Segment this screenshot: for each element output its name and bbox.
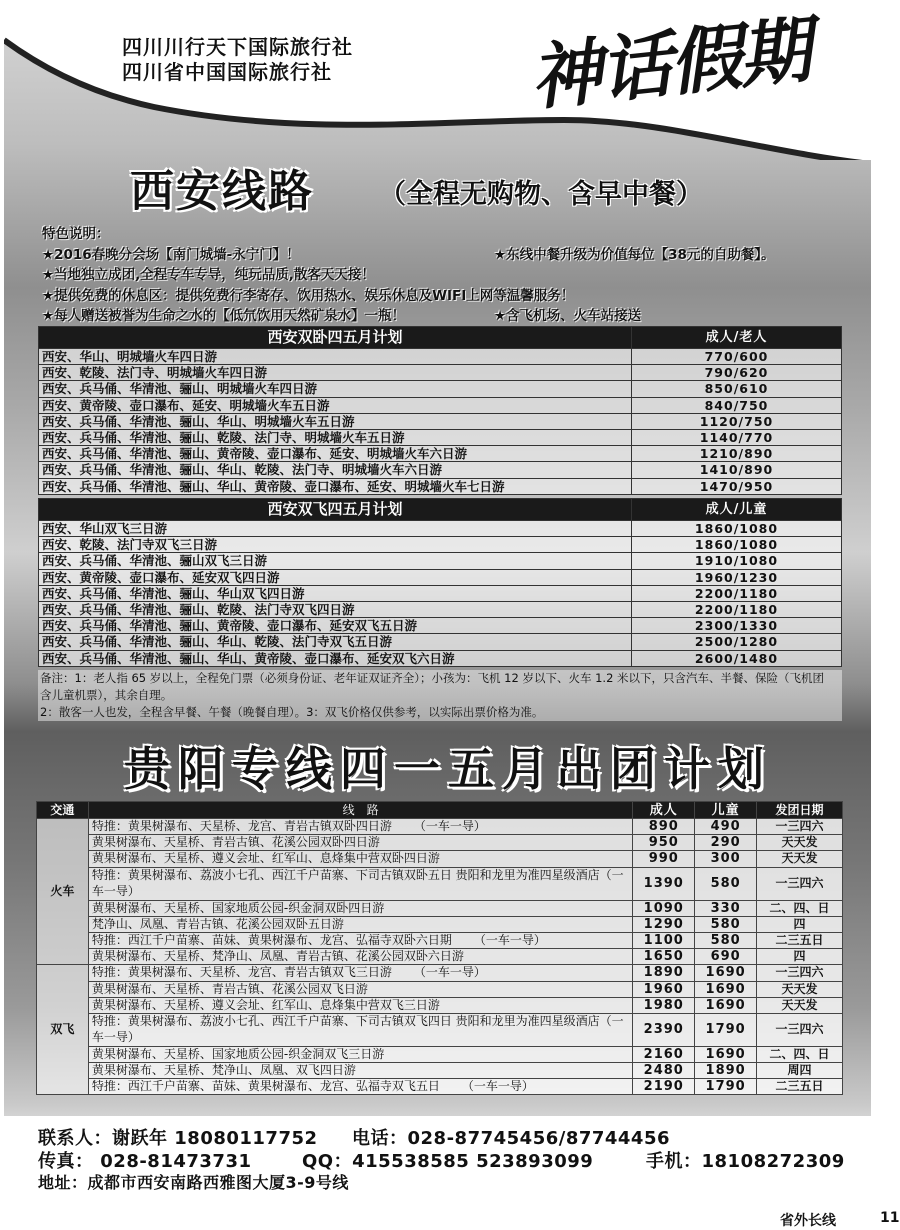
col-header-route: 线 路 — [88, 802, 632, 819]
adult-price-cell: 1390 — [633, 867, 695, 900]
price-cell: 2200/1180 — [632, 585, 842, 601]
adult-price-cell: 2390 — [633, 1013, 695, 1046]
table-body — [39, 349, 842, 495]
child-price-cell: 1790 — [695, 1013, 757, 1046]
table-row — [37, 1046, 843, 1062]
price-cell: 1910/1080 — [632, 553, 842, 569]
price-cell: 790/620 — [632, 365, 842, 381]
child-price-cell: 580 — [695, 932, 757, 948]
price-cell: 1120/750 — [632, 413, 842, 429]
feature-row — [42, 286, 871, 307]
table-row — [37, 851, 843, 867]
departure-date-cell: 天天发 — [757, 997, 843, 1013]
table-row — [37, 981, 843, 997]
table-row — [37, 932, 843, 948]
contact-phone: 电话：028-87745456/87744456 — [352, 1128, 671, 1149]
table-title: 西安双飞四五月计划 — [39, 499, 632, 521]
route-cell: 西安、黄帝陵、壶口瀑布、延安双飞四日游 — [39, 569, 632, 585]
note-line: 备注：1：老人指 65 岁以上，全程免门票（必须身份证、老年证双证齐全）；小孩为：飞机 12 岁以下、火车 1.2 米以下，只含汽车、半餐、保险（飞机团 — [40, 671, 825, 685]
table-header-row — [39, 327, 842, 349]
note-line: 含儿童机票），其余自理。 — [40, 688, 173, 702]
child-price-cell: 330 — [695, 900, 757, 916]
route-text: 黄果树瀑布、天星桥、青岩古镇、花溪公园双飞日游 — [91, 981, 368, 996]
feature-row — [42, 265, 871, 286]
table-row — [37, 819, 843, 835]
xian-section-title: 西安线路 — [130, 166, 314, 217]
agency-name-2: 四川省中国国际旅行社 — [122, 60, 332, 84]
route-text: 梵净山、凤凰、青岩古镇、花溪公园双卧五日游 — [91, 916, 344, 931]
contact-mobile: 手机：18108272309 — [646, 1151, 845, 1172]
departure-date-cell: 四 — [757, 916, 843, 932]
route-cell: 西安、乾陵、法门寺双飞三日游 — [39, 537, 632, 553]
price-cell: 2300/1330 — [632, 618, 842, 634]
guide-tag: （一车一导） — [413, 819, 486, 834]
route-cell — [88, 997, 632, 1013]
route-cell — [88, 949, 632, 965]
route-text: 特推：黄果树瀑布、天星桥、龙宫、青岩古镇双飞三日游 — [91, 965, 392, 980]
feature-text: ★提供免费的休息区：提供免费行李寄存、饮用热水、娱乐休息及WIFI上网等温馨服务！ — [42, 287, 575, 304]
route-text: 特推：西江千户苗寨、苗妹、黄果树瀑布、龙宫、弘福寺双卧六日期 — [91, 933, 452, 948]
adult-price-cell: 1290 — [633, 916, 695, 932]
route-text: 特推：西江千户苗寨、苗妹、黄果树瀑布、龙宫、弘福寺双飞五日 — [91, 1079, 440, 1094]
price-cell: 1470/950 — [632, 478, 842, 494]
feature-row — [42, 245, 871, 266]
departure-date-cell: 四 — [757, 949, 843, 965]
route-cell — [88, 867, 632, 900]
departure-date-cell: 一三四六 — [757, 1013, 843, 1046]
table-row — [39, 462, 842, 478]
header-band — [4, 0, 871, 160]
feature-row — [42, 306, 871, 327]
adult-price-cell: 1100 — [633, 932, 695, 948]
brand-logo-text: 神话假期 — [525, 6, 814, 121]
price-cell: 840/750 — [632, 397, 842, 413]
agency-name-1: 四川川行天下国际旅行社 — [122, 35, 353, 59]
route-cell: 西安、华山双飞三日游 — [39, 521, 632, 537]
route-cell — [88, 916, 632, 932]
price-cell: 1860/1080 — [632, 521, 842, 537]
child-price-cell: 290 — [695, 835, 757, 851]
adult-price-cell: 950 — [633, 835, 695, 851]
departure-date-cell: 二三五日 — [757, 932, 843, 948]
child-price-cell: 580 — [695, 867, 757, 900]
route-cell: 西安、兵马俑、华清池、骊山、华山、乾陵、法门寺、明城墙火车六日游 — [39, 462, 632, 478]
route-cell: 西安、兵马俑、华清池、骊山、华山、乾陵、法门寺双飞五日游 — [39, 634, 632, 650]
route-cell — [88, 900, 632, 916]
route-cell — [88, 932, 632, 948]
contact-block — [4, 1116, 871, 1200]
table-row — [37, 997, 843, 1013]
price-cell: 2500/1280 — [632, 634, 842, 650]
departure-date-cell: 二、四、日 — [757, 900, 843, 916]
route-cell: 西安、华山、明城墙火车四日游 — [39, 349, 632, 365]
table-row — [39, 569, 842, 585]
adult-price-cell: 1960 — [633, 981, 695, 997]
route-cell — [88, 819, 632, 835]
table-row — [39, 397, 842, 413]
departure-date-cell: 二三五日 — [757, 1079, 843, 1095]
footer-section-label: 省外长线 — [780, 1213, 836, 1229]
table-header-row — [37, 802, 843, 819]
route-text: 黄果树瀑布、天星桥、梵净山、凤凰、双飞四日游 — [91, 1063, 356, 1078]
xian-section-subtitle: （全程无购物、含早中餐） — [379, 179, 703, 210]
price-cell: 1860/1080 — [632, 537, 842, 553]
table-row — [37, 867, 843, 900]
route-text: 黄果树瀑布、天星桥、遵义会址、红军山、息烽集中营双卧四日游 — [91, 851, 440, 866]
col-header-mode: 交通 — [37, 802, 89, 819]
table-row — [39, 634, 842, 650]
route-cell: 西安、乾陵、法门寺、明城墙火车四日游 — [39, 365, 632, 381]
features-label: 特色说明： — [42, 226, 110, 242]
contact-person: 联系人：谢跃年 18080117752 — [38, 1128, 318, 1149]
child-price-cell: 580 — [695, 916, 757, 932]
table-row — [39, 553, 842, 569]
adult-price-cell: 1090 — [633, 900, 695, 916]
route-cell: 西安、兵马俑、华清池、骊山、华山双飞四日游 — [39, 585, 632, 601]
guide-tag: （一车一导） — [413, 965, 486, 980]
table-row — [37, 835, 843, 851]
price-cell: 770/600 — [632, 349, 842, 365]
route-text: 黄果树瀑布、天星桥、遵义会址、红军山、息烽集中营双飞三日游 — [91, 997, 440, 1012]
child-price-cell: 1890 — [695, 1063, 757, 1079]
route-text: 黄果树瀑布、天星桥、国家地质公园-织金洞双卧四日游 — [91, 900, 385, 915]
route-cell — [88, 1079, 632, 1095]
xian-notes — [38, 670, 842, 721]
departure-date-cell: 一三四六 — [757, 819, 843, 835]
adult-price-cell: 1890 — [633, 965, 695, 981]
table-row — [39, 618, 842, 634]
route-cell — [88, 851, 632, 867]
xian-flight-table — [38, 498, 842, 667]
table-row — [37, 1013, 843, 1046]
route-text: 特推：黄果树瀑布、荔波小七孔、西江千户苗寨、下司古镇双飞四日 贵阳和龙里为准四星级酒店（一车一导） — [91, 1014, 624, 1044]
adult-price-cell: 2480 — [633, 1063, 695, 1079]
route-cell: 西安、兵马俑、华清池、骊山双飞三日游 — [39, 553, 632, 569]
table-header-row — [39, 499, 842, 521]
price-header: 成人/老人 — [632, 327, 842, 349]
table-body — [39, 521, 842, 667]
price-cell: 1410/890 — [632, 462, 842, 478]
table-row — [39, 478, 842, 494]
xian-train-table — [38, 326, 842, 495]
route-cell: 西安、兵马俑、华清池、骊山、华山、明城墙火车五日游 — [39, 413, 632, 429]
departure-date-cell: 二、四、日 — [757, 1046, 843, 1062]
route-cell — [88, 835, 632, 851]
price-cell: 1140/770 — [632, 429, 842, 445]
route-cell — [88, 965, 632, 981]
route-cell: 西安、兵马俑、华清池、骊山、华山、黄帝陵、壶口瀑布、延安双飞六日游 — [39, 650, 632, 666]
route-text: 黄果树瀑布、天星桥、国家地质公园-织金洞双飞三日游 — [91, 1046, 385, 1061]
transport-mode-cell: 双飞 — [37, 965, 89, 1095]
price-cell: 850/610 — [632, 381, 842, 397]
feature-text: ★每人赠送被誉为生命之水的【低氘饮用天然矿泉水】一瓶！ — [42, 308, 406, 324]
child-price-cell: 300 — [695, 851, 757, 867]
table-row — [39, 585, 842, 601]
feature-text: ★当地独立成团,全程专车专导，纯玩品质,散客天天接！ — [42, 267, 375, 283]
route-cell: 西安、兵马俑、华清池、骊山、黄帝陵、壶口瀑布、延安双飞五日游 — [39, 618, 632, 634]
table-row — [39, 413, 842, 429]
table-body — [37, 802, 843, 1095]
adult-price-cell: 2190 — [633, 1079, 695, 1095]
guide-tag: （一车一导） — [473, 933, 546, 948]
price-cell: 1210/890 — [632, 446, 842, 462]
route-cell: 西安、兵马俑、华清池、骊山、华山、黄帝陵、壶口瀑布、延安、明城墙火车七日游 — [39, 478, 632, 494]
adult-price-cell: 990 — [633, 851, 695, 867]
contact-fax: 传真： 028-81473731 — [38, 1151, 252, 1172]
child-price-cell: 1790 — [695, 1079, 757, 1095]
child-price-cell: 1690 — [695, 981, 757, 997]
route-cell: 西安、兵马俑、华清池、骊山、乾陵、法门寺双飞四日游 — [39, 601, 632, 617]
table-row — [39, 381, 842, 397]
table-row — [37, 1063, 843, 1079]
route-cell: 西安、兵马俑、华清池、骊山、明城墙火车四日游 — [39, 381, 632, 397]
adult-price-cell: 890 — [633, 819, 695, 835]
route-text: 特推：黄果树瀑布、荔波小七孔、西江千户苗寨、下司古镇双卧五日 贵阳和龙里为准四星级酒店（一车一导） — [91, 868, 624, 898]
price-cell: 2200/1180 — [632, 601, 842, 617]
route-cell — [88, 1046, 632, 1062]
route-cell — [88, 1013, 632, 1046]
features-block — [42, 224, 871, 327]
table-row — [39, 429, 842, 445]
adult-price-cell: 1650 — [633, 949, 695, 965]
adult-price-cell: 1980 — [633, 997, 695, 1013]
child-price-cell: 1690 — [695, 965, 757, 981]
child-price-cell: 690 — [695, 949, 757, 965]
departure-date-cell: 一三四六 — [757, 965, 843, 981]
table-row — [37, 1079, 843, 1095]
table-title: 西安双卧四五月计划 — [39, 327, 632, 349]
table-row — [37, 949, 843, 965]
guiyang-table — [36, 801, 843, 1095]
contact-address: 地址：成都市西安南路西雅图大厦3-9号线 — [38, 1173, 349, 1192]
feature-text: ★2016春晚分会场【南门城墙-永宁门】！ — [42, 246, 300, 263]
page-number: 11 — [880, 1210, 900, 1226]
col-header-date: 发团日期 — [757, 802, 843, 819]
route-cell: 西安、兵马俑、华清池、骊山、黄帝陵、壶口瀑布、延安、明城墙火车六日游 — [39, 446, 632, 462]
table-row — [39, 446, 842, 462]
route-text: 特推：黄果树瀑布、天星桥、龙宫、青岩古镇双卧四日游 — [91, 819, 392, 834]
feature-text-right: ★东线中餐升级为价值每位【38元的自助餐】。 — [494, 246, 775, 263]
feature-text-right: ★含飞机场、火车站接送 — [494, 308, 642, 324]
child-price-cell: 1690 — [695, 1046, 757, 1062]
child-price-cell: 1690 — [695, 997, 757, 1013]
table-row — [37, 900, 843, 916]
route-cell: 西安、兵马俑、华清池、骊山、乾陵、法门寺、明城墙火车五日游 — [39, 429, 632, 445]
table-row — [39, 537, 842, 553]
route-cell — [88, 1063, 632, 1079]
price-cell: 1960/1230 — [632, 569, 842, 585]
contact-qq: QQ：415538585 523893099 — [302, 1151, 594, 1172]
departure-date-cell: 一三四六 — [757, 867, 843, 900]
col-header-child: 儿童 — [695, 802, 757, 819]
departure-date-cell: 天天发 — [757, 851, 843, 867]
route-text: 黄果树瀑布、天星桥、青岩古镇、花溪公园双卧四日游 — [91, 835, 380, 850]
table-row — [39, 650, 842, 666]
col-header-adult: 成人 — [633, 802, 695, 819]
price-header: 成人/儿童 — [632, 499, 842, 521]
guide-tag: （一车一导） — [461, 1079, 534, 1094]
departure-date-cell: 周四 — [757, 1063, 843, 1079]
table-row — [39, 521, 842, 537]
route-cell — [88, 981, 632, 997]
adult-price-cell: 2160 — [633, 1046, 695, 1062]
route-text: 黄果树瀑布、天星桥、梵净山、凤凰、青岩古镇、花溪公园双卧六日游 — [91, 949, 464, 964]
departure-date-cell: 天天发 — [757, 835, 843, 851]
poster-frame — [4, 0, 871, 1200]
table-row — [39, 601, 842, 617]
table-row — [39, 349, 842, 365]
route-cell: 西安、黄帝陵、壶口瀑布、延安、明城墙火车五日游 — [39, 397, 632, 413]
price-cell: 2600/1480 — [632, 650, 842, 666]
transport-mode-cell: 火车 — [37, 819, 89, 965]
child-price-cell: 490 — [695, 819, 757, 835]
table-row — [39, 365, 842, 381]
note-line: 2：散客一人也发，全程含早餐、午餐（晚餐自理）。3：双飞价格仅供参考，以实际出票价格为准。 — [40, 705, 544, 719]
table-row — [37, 916, 843, 932]
guiyang-section-title: 贵阳专线四一五月出团计划 — [124, 742, 772, 796]
table-row — [37, 965, 843, 981]
departure-date-cell: 天天发 — [757, 981, 843, 997]
